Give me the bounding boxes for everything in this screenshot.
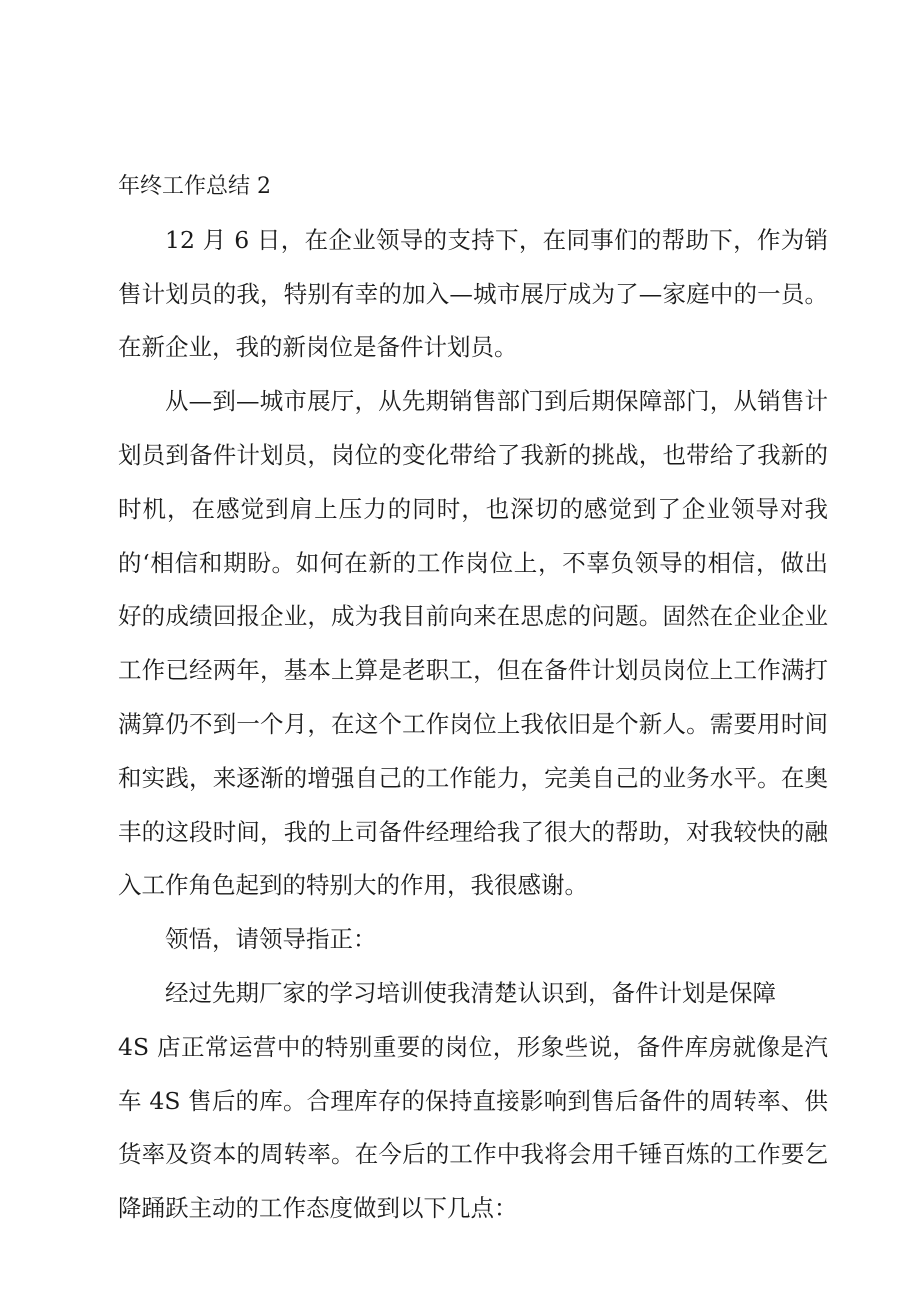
paragraph-4 — [118, 967, 828, 1236]
document-title: 年终工作总结 2 — [118, 174, 271, 199]
paragraph-4-first-line: 经过先期厂家的学习培训使我清楚认识到，备件计划是保障 — [165, 978, 776, 1007]
document-body — [118, 160, 828, 1236]
paragraph-2: 从—到—城市展厅，从先期销售部门到后期保障部门，从销售计划员到备件计划员，岗位的变化带给了我新的挑战，也带给了我新的时机，在感觉到肩上压力的同时，也深切的感觉到了企业领导对我的‘相信和期盼。如何在新的工作岗位上，不辜负领导的相信，做出好的成绩回报企业，成为我目前向来在思虑的问题。固然在企业企业工作已经两年，基本上算是老职工，但在备件计划员岗位上工作满打满算仍不到一个月，在这个工作岗位上我依旧是个新人。需要用时间和实践，来逐渐的增强自己的工作能力，完美自己的业务水平。在奥丰的这段时间，我的上司备件经理给我了很大的帮助，对我较快的融入工作角色起到的特别大的作用，我很感谢。 — [118, 387, 828, 900]
paragraph-3: 领悟，请领导指正： — [165, 925, 377, 954]
paragraph-1: 12 月 6 日，在企业领导的支持下，在同事们的帮助下，作为销售计划员的我，特别有幸的加入—城市展厅成为了—家庭中的一员。在新企业，我的新岗位是备件计划员。 — [118, 225, 828, 362]
paragraph-4-rest: 4S 店正常运营中的特别重要的岗位，形象些说，备件库房就像是汽车 4S 售后的库。合理库存的保持直接影响到售后备件的周转率、供货率及资本的周转率。在今后的工作中我将会用千锤百炼的工作要乞降踊跃主动的工作态度做到以下几点： — [118, 1032, 828, 1223]
